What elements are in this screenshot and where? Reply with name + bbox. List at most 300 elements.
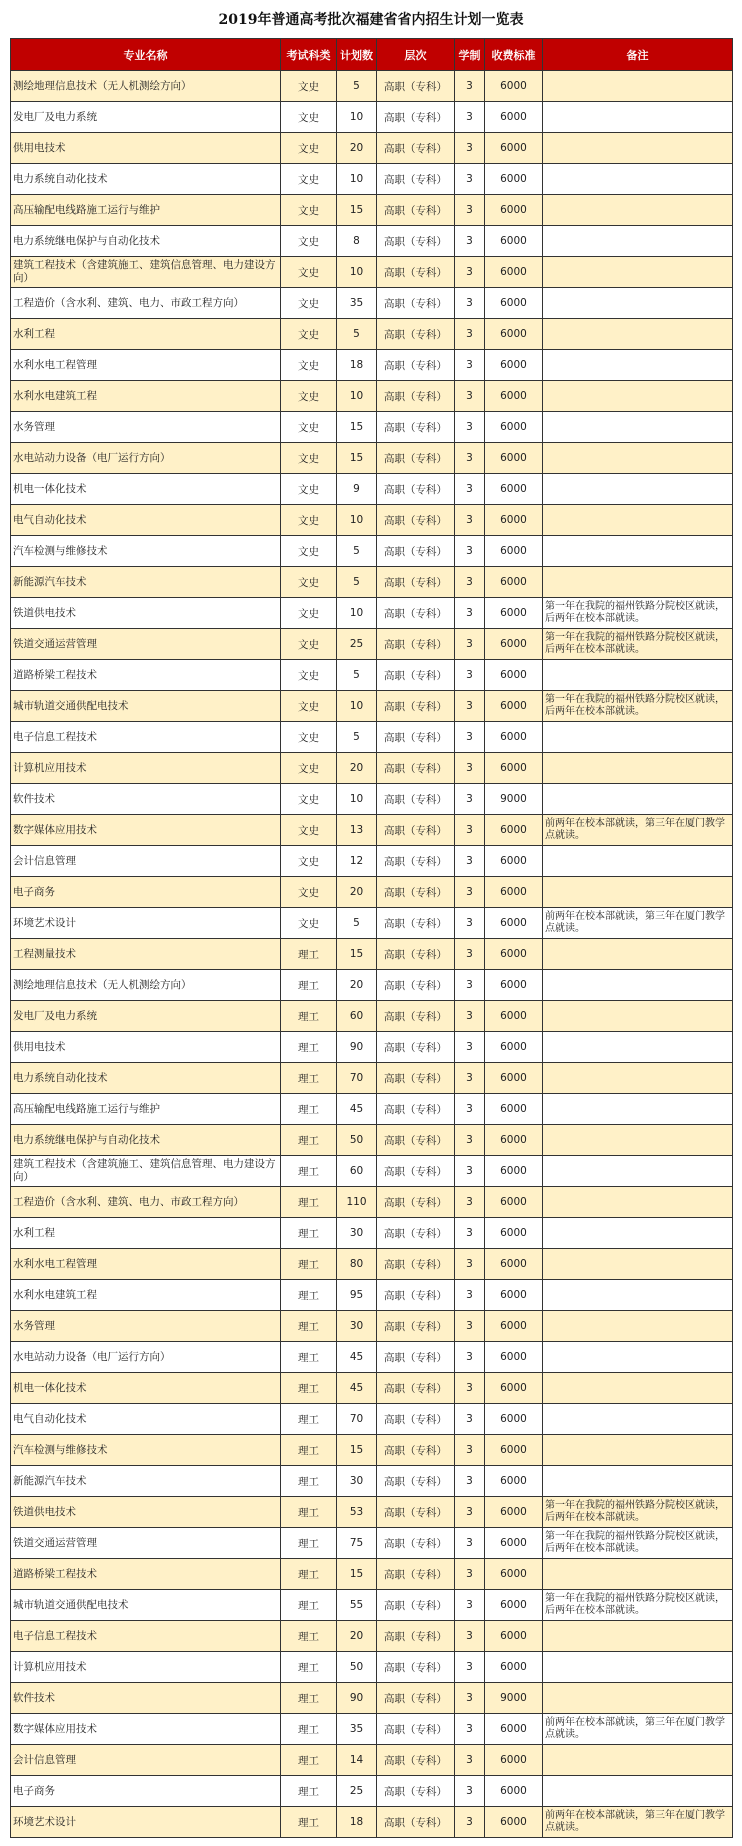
plan-count-cell: 10 <box>337 381 377 412</box>
plan-count-cell: 90 <box>337 1032 377 1063</box>
tuition-cell: 6000 <box>485 815 543 846</box>
tuition-cell: 6000 <box>485 629 543 660</box>
table-row <box>11 1001 733 1032</box>
exam-category-cell: 文史 <box>281 288 337 319</box>
exam-category-cell: 理工 <box>281 1311 337 1342</box>
level-cell: 高职（专科） <box>377 133 455 164</box>
exam-category-cell: 文史 <box>281 908 337 939</box>
exam-category-cell: 理工 <box>281 1714 337 1745</box>
level-cell: 高职（专科） <box>377 288 455 319</box>
plan-count-cell: 45 <box>337 1342 377 1373</box>
tuition-cell: 6000 <box>485 1807 543 1838</box>
major-cell: 水电站动力设备（电厂运行方向） <box>11 1342 281 1373</box>
remarks-cell <box>543 288 733 319</box>
level-cell: 高职（专科） <box>377 598 455 629</box>
exam-category-cell: 文史 <box>281 722 337 753</box>
major-cell: 道路桥梁工程技术 <box>11 660 281 691</box>
exam-category-cell: 文史 <box>281 350 337 381</box>
plan-count-cell: 15 <box>337 412 377 443</box>
major-cell: 电子信息工程技术 <box>11 1621 281 1652</box>
major-cell: 数字媒体应用技术 <box>11 815 281 846</box>
major-cell: 发电厂及电力系统 <box>11 102 281 133</box>
major-cell: 电气自动化技术 <box>11 505 281 536</box>
table-row <box>11 784 733 815</box>
plan-count-cell: 70 <box>337 1063 377 1094</box>
duration-cell: 3 <box>455 1559 485 1590</box>
table-row <box>11 1156 733 1187</box>
level-cell: 高职（专科） <box>377 1342 455 1373</box>
remarks-cell <box>543 1249 733 1280</box>
table-row <box>11 381 733 412</box>
duration-cell: 3 <box>455 598 485 629</box>
tuition-cell: 6000 <box>485 1218 543 1249</box>
remarks-cell <box>543 164 733 195</box>
level-cell: 高职（专科） <box>377 846 455 877</box>
duration-cell: 3 <box>455 1342 485 1373</box>
tuition-cell: 9000 <box>485 1683 543 1714</box>
duration-cell: 3 <box>455 1404 485 1435</box>
tuition-cell: 9000 <box>485 784 543 815</box>
major-cell: 电力系统自动化技术 <box>11 164 281 195</box>
level-cell: 高职（专科） <box>377 1094 455 1125</box>
exam-category-cell: 理工 <box>281 1466 337 1497</box>
level-cell: 高职（专科） <box>377 1528 455 1559</box>
remarks-cell <box>543 1559 733 1590</box>
level-cell: 高职（专科） <box>377 784 455 815</box>
exam-category-cell: 文史 <box>281 753 337 784</box>
duration-cell: 3 <box>455 1001 485 1032</box>
table-row <box>11 660 733 691</box>
plan-count-cell: 5 <box>337 536 377 567</box>
duration-cell: 3 <box>455 1311 485 1342</box>
plan-count-cell: 20 <box>337 970 377 1001</box>
plan-count-cell: 10 <box>337 102 377 133</box>
level-cell: 高职（专科） <box>377 939 455 970</box>
level-cell: 高职（专科） <box>377 660 455 691</box>
duration-cell: 3 <box>455 660 485 691</box>
table-row <box>11 474 733 505</box>
exam-category-cell: 理工 <box>281 1001 337 1032</box>
plan-count-cell: 18 <box>337 350 377 381</box>
table-row <box>11 1373 733 1404</box>
remarks-cell <box>543 1373 733 1404</box>
tuition-cell: 6000 <box>485 412 543 443</box>
table-row <box>11 1435 733 1466</box>
remarks-cell <box>543 195 733 226</box>
tuition-cell: 6000 <box>485 660 543 691</box>
remarks-cell <box>543 660 733 691</box>
tuition-cell: 6000 <box>485 350 543 381</box>
table-row <box>11 970 733 1001</box>
table-row <box>11 412 733 443</box>
plan-count-cell: 25 <box>337 1776 377 1807</box>
major-cell: 工程造价（含水利、建筑、电力、市政工程方向） <box>11 288 281 319</box>
duration-cell: 3 <box>455 1249 485 1280</box>
level-cell: 高职（专科） <box>377 1187 455 1218</box>
tuition-cell: 6000 <box>485 164 543 195</box>
duration-cell: 3 <box>455 939 485 970</box>
level-cell: 高职（专科） <box>377 970 455 1001</box>
exam-category-cell: 文史 <box>281 877 337 908</box>
duration-cell: 3 <box>455 815 485 846</box>
table-row <box>11 1559 733 1590</box>
remarks-cell: 第一年在我院的福州铁路分院校区就读，后两年在校本部就读。 <box>543 1497 733 1528</box>
exam-category-cell: 文史 <box>281 598 337 629</box>
remarks-cell <box>543 1032 733 1063</box>
table-row <box>11 908 733 939</box>
duration-cell: 3 <box>455 195 485 226</box>
level-cell: 高职（专科） <box>377 722 455 753</box>
tuition-cell: 6000 <box>485 505 543 536</box>
remarks-cell: 第一年在我院的福州铁路分院校区就读，后两年在校本部就读。 <box>543 691 733 722</box>
remarks-cell: 前两年在校本部就读，第三年在厦门教学点就读。 <box>543 908 733 939</box>
duration-cell: 3 <box>455 350 485 381</box>
remarks-cell <box>543 1435 733 1466</box>
plan-count-cell: 5 <box>337 567 377 598</box>
major-cell: 环境艺术设计 <box>11 908 281 939</box>
duration-cell: 3 <box>455 753 485 784</box>
plan-count-cell: 45 <box>337 1094 377 1125</box>
plan-count-cell: 15 <box>337 1435 377 1466</box>
table-row <box>11 1187 733 1218</box>
remarks-cell <box>543 1280 733 1311</box>
plan-count-cell: 15 <box>337 939 377 970</box>
major-cell: 机电一体化技术 <box>11 474 281 505</box>
major-cell: 高压输配电线路施工运行与维护 <box>11 195 281 226</box>
remarks-cell: 第一年在我院的福州铁路分院校区就读，后两年在校本部就读。 <box>543 1590 733 1621</box>
level-cell: 高职（专科） <box>377 1652 455 1683</box>
plan-count-cell: 45 <box>337 1373 377 1404</box>
table-row <box>11 226 733 257</box>
header-plan-count: 计划数 <box>337 39 377 71</box>
level-cell: 高职（专科） <box>377 567 455 598</box>
tuition-cell: 6000 <box>485 474 543 505</box>
level-cell: 高职（专科） <box>377 1621 455 1652</box>
level-cell: 高职（专科） <box>377 102 455 133</box>
duration-cell: 3 <box>455 1590 485 1621</box>
level-cell: 高职（专科） <box>377 1435 455 1466</box>
exam-category-cell: 理工 <box>281 1745 337 1776</box>
plan-count-cell: 14 <box>337 1745 377 1776</box>
exam-category-cell: 文史 <box>281 536 337 567</box>
level-cell: 高职（专科） <box>377 1249 455 1280</box>
table-row <box>11 71 733 102</box>
major-cell: 电力系统继电保护与自动化技术 <box>11 1125 281 1156</box>
remarks-cell <box>543 1466 733 1497</box>
table-row <box>11 1063 733 1094</box>
table-row <box>11 102 733 133</box>
table-row <box>11 567 733 598</box>
plan-count-cell: 35 <box>337 288 377 319</box>
major-cell: 电力系统继电保护与自动化技术 <box>11 226 281 257</box>
level-cell: 高职（专科） <box>377 1714 455 1745</box>
tuition-cell: 6000 <box>485 598 543 629</box>
major-cell: 建筑工程技术（含建筑施工、建筑信息管理、电力建设方向） <box>11 257 281 288</box>
exam-category-cell: 理工 <box>281 1342 337 1373</box>
table-row <box>11 1249 733 1280</box>
table-row <box>11 939 733 970</box>
major-cell: 水务管理 <box>11 1311 281 1342</box>
level-cell: 高职（专科） <box>377 815 455 846</box>
exam-category-cell: 理工 <box>281 939 337 970</box>
plan-count-cell: 5 <box>337 319 377 350</box>
tuition-cell: 6000 <box>485 1404 543 1435</box>
duration-cell: 3 <box>455 1032 485 1063</box>
level-cell: 高职（专科） <box>377 257 455 288</box>
remarks-cell <box>543 1342 733 1373</box>
page-title: 2019年普通高考批次福建省省内招生计划一览表 <box>218 12 524 28</box>
tuition-cell: 6000 <box>485 195 543 226</box>
duration-cell: 3 <box>455 1156 485 1187</box>
table-row <box>11 1404 733 1435</box>
exam-category-cell: 文史 <box>281 846 337 877</box>
remarks-cell: 前两年在校本部就读，第三年在厦门教学点就读。 <box>543 1714 733 1745</box>
major-cell: 供用电技术 <box>11 1032 281 1063</box>
exam-category-cell: 理工 <box>281 1590 337 1621</box>
major-cell: 供用电技术 <box>11 133 281 164</box>
duration-cell: 3 <box>455 319 485 350</box>
remarks-cell <box>543 939 733 970</box>
plan-count-cell: 13 <box>337 815 377 846</box>
plan-count-cell: 10 <box>337 164 377 195</box>
major-cell: 新能源汽车技术 <box>11 1466 281 1497</box>
duration-cell: 3 <box>455 443 485 474</box>
plan-count-cell: 10 <box>337 691 377 722</box>
remarks-cell <box>543 350 733 381</box>
tuition-cell: 6000 <box>485 257 543 288</box>
duration-cell: 3 <box>455 1807 485 1838</box>
duration-cell: 3 <box>455 1125 485 1156</box>
tuition-cell: 6000 <box>485 226 543 257</box>
major-cell: 软件技术 <box>11 1683 281 1714</box>
level-cell: 高职（专科） <box>377 877 455 908</box>
tuition-cell: 6000 <box>485 722 543 753</box>
exam-category-cell: 文史 <box>281 474 337 505</box>
duration-cell: 3 <box>455 1063 485 1094</box>
remarks-cell <box>543 1094 733 1125</box>
remarks-cell <box>543 1311 733 1342</box>
major-cell: 水务管理 <box>11 412 281 443</box>
tuition-cell: 6000 <box>485 1528 543 1559</box>
header-duration: 学制 <box>455 39 485 71</box>
table-row <box>11 288 733 319</box>
table-row <box>11 319 733 350</box>
exam-category-cell: 文史 <box>281 164 337 195</box>
table-row <box>11 1311 733 1342</box>
tuition-cell: 6000 <box>485 1497 543 1528</box>
plan-count-cell: 5 <box>337 660 377 691</box>
exam-category-cell: 理工 <box>281 1559 337 1590</box>
duration-cell: 3 <box>455 1280 485 1311</box>
exam-category-cell: 理工 <box>281 1094 337 1125</box>
remarks-cell <box>543 970 733 1001</box>
table-row <box>11 1590 733 1621</box>
header-exam-category: 考试科类 <box>281 39 337 71</box>
plan-count-cell: 9 <box>337 474 377 505</box>
tuition-cell: 6000 <box>485 1435 543 1466</box>
table-row <box>11 1280 733 1311</box>
table-row <box>11 722 733 753</box>
duration-cell: 3 <box>455 536 485 567</box>
tuition-cell: 6000 <box>485 1032 543 1063</box>
level-cell: 高职（专科） <box>377 1807 455 1838</box>
tuition-cell: 6000 <box>485 1187 543 1218</box>
table-row <box>11 691 733 722</box>
tuition-cell: 6000 <box>485 1249 543 1280</box>
table-row <box>11 1497 733 1528</box>
duration-cell: 3 <box>455 71 485 102</box>
major-cell: 发电厂及电力系统 <box>11 1001 281 1032</box>
exam-category-cell: 理工 <box>281 1218 337 1249</box>
remarks-cell <box>543 412 733 443</box>
major-cell: 电力系统自动化技术 <box>11 1063 281 1094</box>
duration-cell: 3 <box>455 970 485 1001</box>
exam-category-cell: 理工 <box>281 1249 337 1280</box>
duration-cell: 3 <box>455 1497 485 1528</box>
duration-cell: 3 <box>455 226 485 257</box>
exam-category-cell: 理工 <box>281 1776 337 1807</box>
tuition-cell: 6000 <box>485 133 543 164</box>
exam-category-cell: 文史 <box>281 567 337 598</box>
exam-category-cell: 文史 <box>281 102 337 133</box>
exam-category-cell: 文史 <box>281 412 337 443</box>
level-cell: 高职（专科） <box>377 1280 455 1311</box>
remarks-cell: 第一年在我院的福州铁路分院校区就读，后两年在校本部就读。 <box>543 629 733 660</box>
tuition-cell: 6000 <box>485 1621 543 1652</box>
level-cell: 高职（专科） <box>377 1683 455 1714</box>
header-major: 专业名称 <box>11 39 281 71</box>
level-cell: 高职（专科） <box>377 1745 455 1776</box>
plan-count-cell: 10 <box>337 257 377 288</box>
level-cell: 高职（专科） <box>377 350 455 381</box>
major-cell: 机电一体化技术 <box>11 1373 281 1404</box>
tuition-cell: 6000 <box>485 567 543 598</box>
table-row <box>11 1652 733 1683</box>
tuition-cell: 6000 <box>485 1652 543 1683</box>
duration-cell: 3 <box>455 505 485 536</box>
plan-count-cell: 53 <box>337 1497 377 1528</box>
duration-cell: 3 <box>455 1528 485 1559</box>
duration-cell: 3 <box>455 1218 485 1249</box>
plan-count-cell: 70 <box>337 1404 377 1435</box>
major-cell: 铁道交通运营管理 <box>11 1528 281 1559</box>
tuition-cell: 6000 <box>485 1373 543 1404</box>
exam-category-cell: 文史 <box>281 815 337 846</box>
exam-category-cell: 理工 <box>281 1280 337 1311</box>
level-cell: 高职（专科） <box>377 1218 455 1249</box>
exam-category-cell: 文史 <box>281 381 337 412</box>
table-row <box>11 195 733 226</box>
plan-count-cell: 30 <box>337 1311 377 1342</box>
table-row <box>11 846 733 877</box>
major-cell: 水电站动力设备（电厂运行方向） <box>11 443 281 474</box>
tuition-cell: 6000 <box>485 319 543 350</box>
level-cell: 高职（专科） <box>377 1466 455 1497</box>
major-cell: 会计信息管理 <box>11 1745 281 1776</box>
remarks-cell <box>543 1001 733 1032</box>
major-cell: 铁道供电技术 <box>11 598 281 629</box>
remarks-cell <box>543 1125 733 1156</box>
tuition-cell: 6000 <box>485 443 543 474</box>
duration-cell: 3 <box>455 1652 485 1683</box>
exam-category-cell: 文史 <box>281 319 337 350</box>
exam-category-cell: 文史 <box>281 505 337 536</box>
plan-count-cell: 5 <box>337 71 377 102</box>
exam-category-cell: 理工 <box>281 1528 337 1559</box>
remarks-cell <box>543 753 733 784</box>
level-cell: 高职（专科） <box>377 1776 455 1807</box>
tuition-cell: 6000 <box>485 1063 543 1094</box>
duration-cell: 3 <box>455 133 485 164</box>
exam-category-cell: 文史 <box>281 784 337 815</box>
level-cell: 高职（专科） <box>377 1404 455 1435</box>
duration-cell: 3 <box>455 846 485 877</box>
major-cell: 铁道交通运营管理 <box>11 629 281 660</box>
exam-category-cell: 理工 <box>281 1063 337 1094</box>
table-row <box>11 1032 733 1063</box>
table-row <box>11 536 733 567</box>
plan-count-cell: 55 <box>337 1590 377 1621</box>
table-row <box>11 1218 733 1249</box>
remarks-cell <box>543 1621 733 1652</box>
level-cell: 高职（专科） <box>377 319 455 350</box>
table-row <box>11 877 733 908</box>
table-row <box>11 1807 733 1838</box>
major-cell: 工程造价（含水利、建筑、电力、市政工程方向） <box>11 1187 281 1218</box>
duration-cell: 3 <box>455 1683 485 1714</box>
major-cell: 电子信息工程技术 <box>11 722 281 753</box>
tuition-cell: 6000 <box>485 1001 543 1032</box>
duration-cell: 3 <box>455 1621 485 1652</box>
remarks-cell <box>543 1156 733 1187</box>
exam-category-cell: 文史 <box>281 257 337 288</box>
level-cell: 高职（专科） <box>377 1001 455 1032</box>
plan-count-cell: 20 <box>337 877 377 908</box>
plan-count-cell: 50 <box>337 1125 377 1156</box>
tuition-cell: 6000 <box>485 1280 543 1311</box>
major-cell: 水利工程 <box>11 1218 281 1249</box>
exam-category-cell: 理工 <box>281 1497 337 1528</box>
major-cell: 水利水电工程管理 <box>11 1249 281 1280</box>
exam-category-cell: 理工 <box>281 1621 337 1652</box>
duration-cell: 3 <box>455 1187 485 1218</box>
major-cell: 新能源汽车技术 <box>11 567 281 598</box>
plan-count-cell: 20 <box>337 1621 377 1652</box>
level-cell: 高职（专科） <box>377 1311 455 1342</box>
tuition-cell: 6000 <box>485 288 543 319</box>
plan-count-cell: 50 <box>337 1652 377 1683</box>
major-cell: 铁道供电技术 <box>11 1497 281 1528</box>
plan-count-cell: 20 <box>337 753 377 784</box>
exam-category-cell: 理工 <box>281 1156 337 1187</box>
level-cell: 高职（专科） <box>377 1497 455 1528</box>
plan-count-cell: 75 <box>337 1528 377 1559</box>
table-row <box>11 164 733 195</box>
plan-count-cell: 10 <box>337 784 377 815</box>
remarks-cell <box>543 1776 733 1807</box>
header-remarks: 备注 <box>543 39 733 71</box>
tuition-cell: 6000 <box>485 1776 543 1807</box>
remarks-cell <box>543 102 733 133</box>
level-cell: 高职（专科） <box>377 164 455 195</box>
tuition-cell: 6000 <box>485 939 543 970</box>
plan-count-cell: 30 <box>337 1466 377 1497</box>
remarks-cell <box>543 722 733 753</box>
exam-category-cell: 文史 <box>281 195 337 226</box>
tuition-cell: 6000 <box>485 1094 543 1125</box>
plan-count-cell: 90 <box>337 1683 377 1714</box>
plan-count-cell: 5 <box>337 908 377 939</box>
